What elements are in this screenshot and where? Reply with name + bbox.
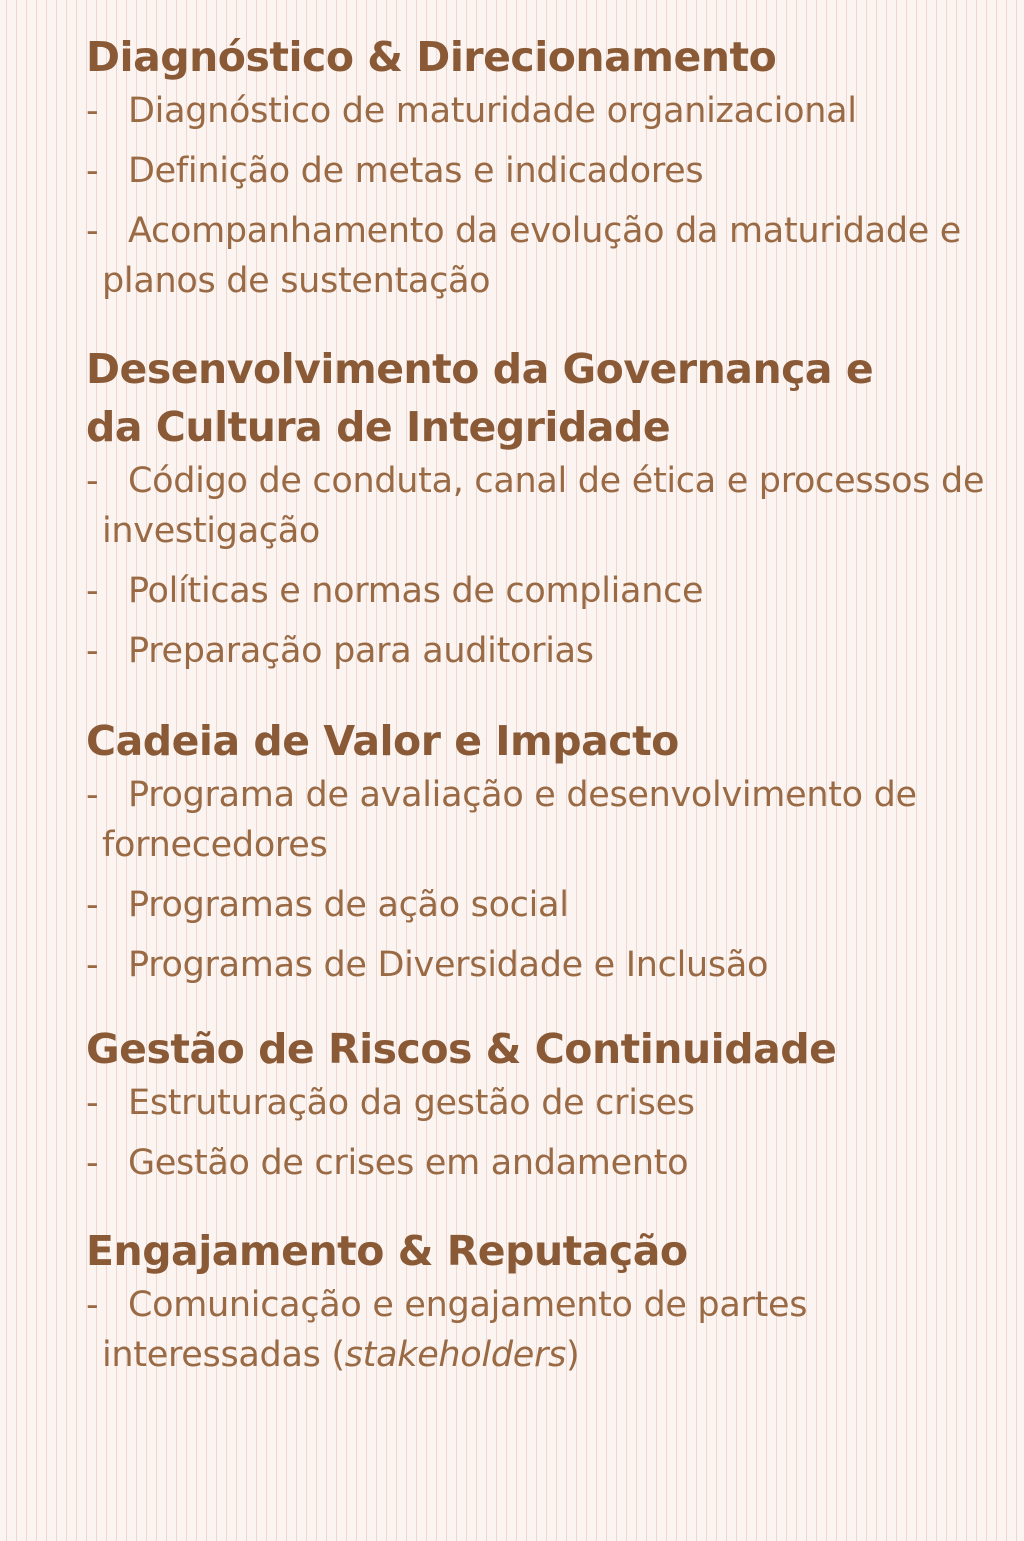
bullet-dash: - [86,151,99,191]
list-item [86,770,994,880]
bullet-dash: - [86,631,99,671]
section-spacer [86,316,994,340]
bullet-dash: - [86,1285,99,1325]
list-item [86,626,994,686]
list-item-text: Preparação para auditorias [128,631,594,671]
bullet-dash: - [86,461,99,501]
item-list [86,770,994,1000]
list-item-text: Diagnóstico de maturidade organizacional [128,91,857,131]
item-list [86,1280,994,1390]
bullet-dash: - [86,885,99,925]
list-item [86,1138,994,1198]
list-item-text: Acompanhamento da evolução da maturidade e planos de sustentação [102,211,962,301]
item-list [86,456,994,686]
bullet-dash: - [86,945,99,985]
list-item-text-suffix: ) [566,1335,580,1375]
bullet-dash: - [86,1143,99,1183]
section-engajamento [86,1222,994,1390]
item-list [86,1078,994,1198]
list-item-text: Programas de ação social [128,885,569,925]
section-title: Cadeia de Valor e Impacto [86,717,679,765]
list-item [86,880,994,940]
list-item [86,1078,994,1138]
list-item-text-prefix: Comunicação e engajamento de partes interessadas ( [102,1285,808,1375]
section-riscos [86,1020,994,1198]
list-item-text: Definição de metas e indicadores [128,151,704,191]
section-governanca [86,340,994,686]
bullet-dash: - [86,571,99,611]
item-list [86,86,994,316]
list-item [86,146,994,206]
list-item [86,206,994,316]
list-item [86,456,994,566]
list-item-text: Código de conduta, canal de ética e processos de investigação [102,461,985,551]
bullet-dash: - [86,211,99,251]
section-cadeia-valor [86,712,994,1000]
section-title: Engajamento & Reputação [86,1227,688,1275]
list-item-text: Estruturação da gestão de crises [128,1083,695,1123]
section-spacer [86,1198,994,1222]
list-item-text: Gestão de crises em andamento [128,1143,689,1183]
list-item [86,1280,994,1390]
list-item-text-emphasis: stakeholders [344,1335,567,1375]
section-spacer [86,1000,994,1020]
list-item [86,940,994,1000]
bullet-dash: - [86,91,99,131]
list-item-text: Programa de avaliação e desenvolvimento de fornecedores [102,775,917,865]
section-spacer [86,686,994,712]
section-title: Desenvolvimento da Governança e da Cultura de Integridade [86,345,874,451]
bullet-dash: - [86,1083,99,1123]
list-item-text: Programas de Diversidade e Inclusão [128,945,769,985]
section-diagnostico [86,28,994,316]
list-item-text: Políticas e normas de compliance [128,571,704,611]
bullet-dash: - [86,775,99,815]
list-item [86,566,994,626]
section-title: Gestão de Riscos & Continuidade [86,1025,837,1073]
list-item [86,86,994,146]
section-title: Diagnóstico & Direcionamento [86,33,777,81]
list-item-text [102,1280,994,1380]
